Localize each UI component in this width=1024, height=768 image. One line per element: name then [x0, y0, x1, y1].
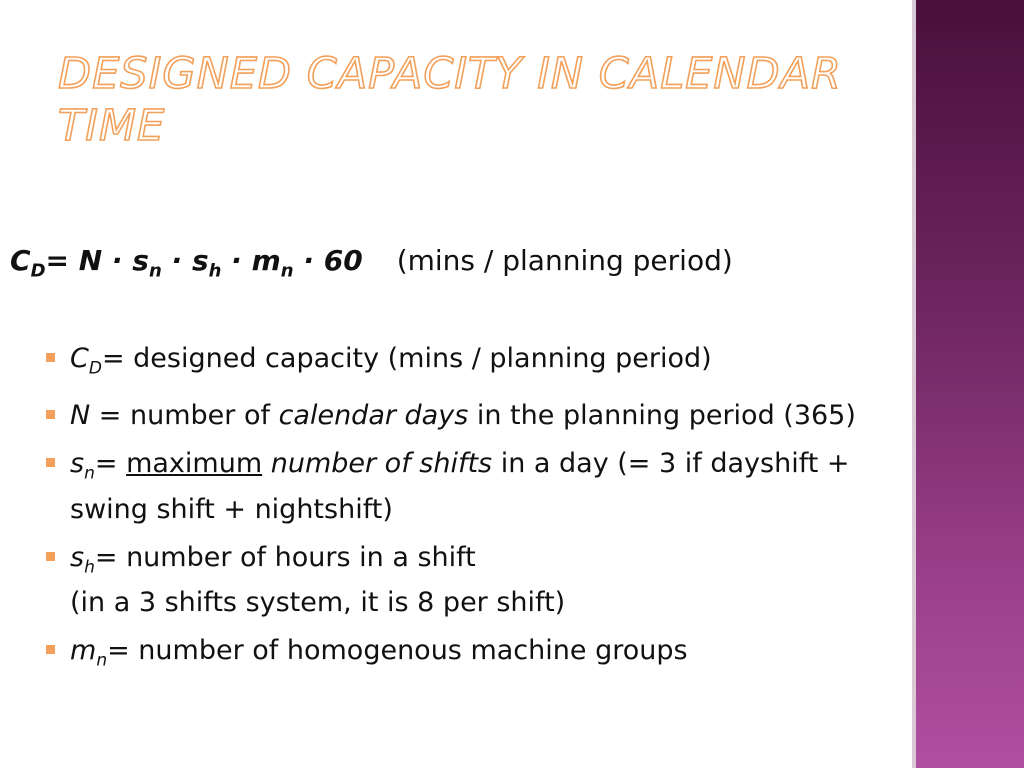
definition-list: [44, 341, 904, 691]
formula-s2-sub: h: [208, 260, 222, 282]
formula-s1: s: [132, 244, 149, 277]
decorative-side-band: [912, 0, 1024, 768]
definition-underline: maximum: [126, 448, 263, 480]
formula-s2: s: [191, 244, 209, 277]
capacity-formula: [10, 243, 733, 290]
definition-item-sn: [44, 446, 904, 527]
symbol-sub: D: [88, 358, 102, 379]
formula-eq-n: = N ·: [45, 244, 133, 277]
definition-text: = number of hours in a shift: [94, 541, 476, 573]
definition-item-n: [44, 398, 904, 434]
symbol: N: [70, 400, 91, 432]
square-bullet-icon: [46, 410, 55, 419]
definition-text: =: [94, 448, 127, 480]
formula-s1-sub: n: [148, 260, 162, 282]
definition-item-sh: [44, 540, 904, 621]
formula-dot2: ·: [221, 244, 252, 277]
definition-item-mn: [44, 633, 904, 678]
symbol-sub: n: [96, 650, 108, 671]
definition-text: = number of homogenous machine groups: [107, 635, 688, 667]
symbol: s: [70, 541, 85, 573]
definition-text: in a day (= 3 if dayshift + swing shift + nightshift): [70, 448, 850, 525]
symbol: C: [70, 343, 89, 374]
symbol-sub: n: [84, 463, 95, 484]
formula-m: m: [251, 244, 281, 277]
definition-emphasis: calendar days: [278, 400, 469, 432]
formula-m-sub: n: [280, 260, 294, 282]
symbol-sub: h: [84, 557, 95, 578]
formula-units: (mins / planning period): [396, 244, 733, 277]
formula-dot1: ·: [161, 244, 192, 277]
square-bullet-icon: [46, 353, 55, 362]
square-bullet-icon: [46, 645, 55, 654]
definition-text: = number of: [90, 400, 279, 432]
definition-emphasis: number of shifts: [270, 448, 493, 480]
symbol: m: [70, 635, 97, 667]
definition-text: = designed capacity (mins / planning period): [101, 343, 712, 374]
square-bullet-icon: [46, 458, 55, 467]
formula-c: C: [10, 244, 31, 277]
square-bullet-icon: [46, 552, 55, 561]
symbol: s: [70, 448, 85, 480]
definition-space: [262, 448, 271, 479]
definition-text: in the planning period (365): [468, 400, 856, 432]
definition-note: (in a 3 shifts system, it is 8 per shift): [70, 587, 566, 619]
slide-title: DESIGNED CAPACITY IN CALENDAR TIME: [58, 49, 842, 151]
formula-c-sub: D: [30, 260, 46, 282]
definition-item-cd: [44, 341, 904, 386]
formula-tail: · 60: [293, 244, 363, 277]
formula-expression: [10, 244, 363, 282]
